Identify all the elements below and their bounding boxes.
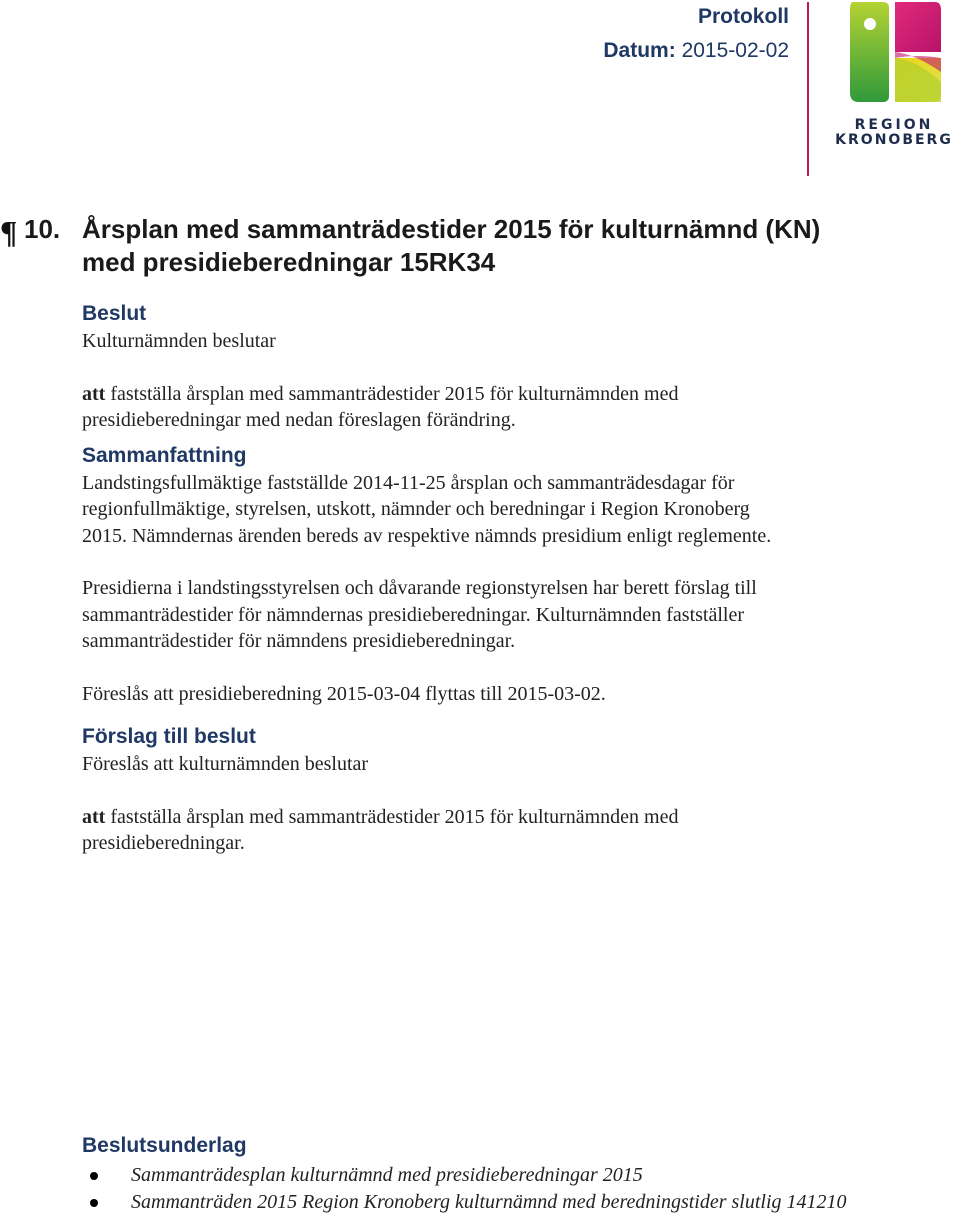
date-label: Datum: <box>603 39 676 62</box>
logo-line-2: KRONOBERG <box>835 131 953 148</box>
att-keyword: att <box>82 805 106 828</box>
region-kronoberg-logo-icon <box>845 2 941 104</box>
attachment-title: Sammanträden 2015 Region Kronoberg kulturnämnd med beredningstider slutlig 141210 <box>131 1191 847 1213</box>
attachment-item <box>82 1189 942 1216</box>
summary-line: regionfullmäktige, styrelsen, utskott, nämnder och beredningar i Region Kronoberg <box>82 498 750 520</box>
logo-line-1: REGION <box>854 117 934 133</box>
section-heading-beslut: Beslut <box>82 302 147 325</box>
section-heading-beslutsunderlag: Beslutsunderlag <box>82 1134 247 1157</box>
beslut-text-line-1: att fastställa årsplan med sammanträdestider 2015 för kulturnämnden med <box>82 382 679 405</box>
summary-line: sammanträdestider för nämndernas presidieberedningar. Kulturnämnden fastställer <box>82 603 744 626</box>
item-title-line-1: Årsplan med sammanträdestider 2015 för kulturnämnd (KN) <box>82 214 821 244</box>
date-value: 2015-02-02 <box>681 39 789 62</box>
summary-line: Landstingsfullmäktige fastställde 2014-11-25 årsplan och sammanträdesdagar för <box>82 471 735 494</box>
summary-line: Presidierna i landstingsstyrelsen och dåvarande regionstyrelsen har berett förslag till <box>82 577 757 599</box>
beslut-intro: Kulturnämnden beslutar <box>82 330 276 352</box>
summary-line: sammanträdestider för nämndens presidieberedningar. <box>82 630 516 652</box>
forslag-text-line-2: presidieberedningar. <box>82 832 245 854</box>
section-heading-forslag: Förslag till beslut <box>82 725 256 748</box>
logo-wordmark <box>828 118 960 147</box>
document-date <box>603 39 789 63</box>
item-heading <box>24 213 864 279</box>
paragraph-marker: ¶ <box>0 214 18 250</box>
attachment-item <box>82 1162 942 1189</box>
att-keyword: att <box>82 382 106 405</box>
document-body <box>82 300 882 857</box>
summary-line: 2015. Nämndernas ärenden bereds av respektive nämnds presidium enligt reglemente. <box>82 524 772 547</box>
summary-proposal: Föreslås att presidieberedning 2015-03-04 flyttas till 2015-03-02. <box>82 682 606 705</box>
section-heading-sammanfattning: Sammanfattning <box>82 443 247 467</box>
item-number: 10. <box>24 214 61 244</box>
item-title-line-2: med presidieberedningar 15RK34 <box>82 247 496 277</box>
attachment-list <box>82 1162 942 1216</box>
beslut-text-line-2: presidieberedningar med nedan föreslagen förändring. <box>82 409 516 431</box>
bullet-icon <box>90 1199 98 1207</box>
bullet-icon <box>90 1172 98 1180</box>
forslag-intro: Föreslås att kulturnämnden beslutar <box>82 753 369 775</box>
document-type: Protokoll <box>697 5 789 28</box>
attachments-section <box>82 1132 942 1216</box>
header-divider <box>807 2 809 176</box>
forslag-text-line-1: att fastställa årsplan med sammanträdestider 2015 för kulturnämnden med <box>82 805 679 828</box>
attachment-title: Sammanträdesplan kulturnämnd med presidieberedningar 2015 <box>131 1164 643 1186</box>
